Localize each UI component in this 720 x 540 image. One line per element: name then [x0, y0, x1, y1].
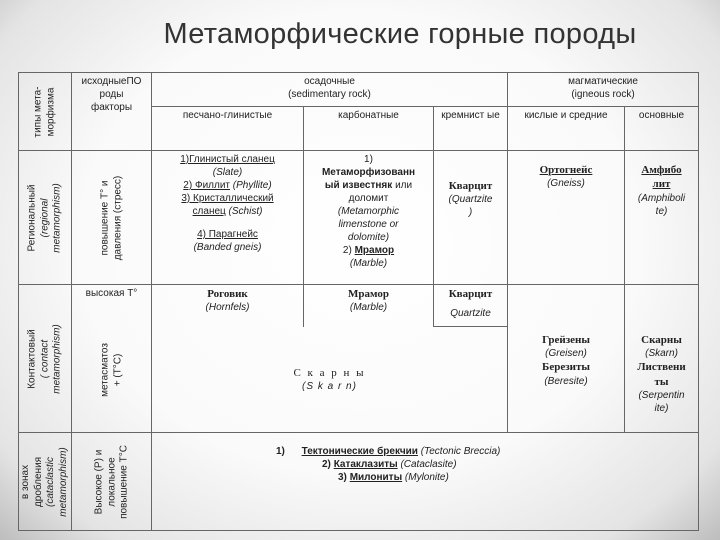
carb-line-3b: или: [395, 180, 413, 191]
regional-type-line-2: (regional: [38, 198, 50, 237]
header-acid-mid: кислые и средние: [508, 107, 625, 151]
breccia-num: 1): [276, 446, 285, 457]
contact-basic: [625, 285, 699, 433]
header-siliceous: кремнист ые: [434, 107, 508, 151]
carb-line-3a: ый известняк: [324, 180, 393, 191]
phyllite-ru: 2) Филлит: [183, 180, 230, 191]
header-types: [19, 73, 72, 151]
contact-factor: [72, 285, 152, 433]
greisen-en: (Greisen): [545, 348, 587, 360]
sedimentary-label: осадочные: [304, 76, 355, 87]
carb-line-4: доломит: [348, 193, 389, 204]
schist-en: (Schist): [228, 206, 263, 217]
hornfels-ru: Роговик: [207, 288, 248, 300]
crushing-type-line-2: дробления: [32, 456, 44, 507]
regional-siliceous: [434, 151, 508, 285]
header-sedimentary: [152, 73, 508, 107]
contact-acid: [508, 285, 625, 433]
marble-en: (Marble): [349, 258, 388, 269]
carb-line-7: dolomite): [347, 232, 390, 243]
skarn-en: (S k a r n): [302, 381, 357, 393]
schist-ru-1: 3) Кристаллический: [181, 193, 274, 204]
regional-type: [19, 151, 72, 285]
igneous-label: магматические: [568, 76, 638, 87]
igneous-en-label: (igneous rock): [571, 89, 635, 100]
marble-ru: Мрамор: [354, 245, 395, 256]
carb-num-1: 1): [364, 154, 373, 165]
contact-factor-line-1: метасматоз: [99, 342, 110, 397]
contact-type-line-2: ( contact: [38, 339, 50, 378]
contact-factor-line-2: + (T°C): [111, 353, 123, 386]
skarn-ru: С к а р н ы: [293, 366, 366, 379]
serpentinite-en-2: ite): [654, 402, 669, 414]
beresite-ru: Березиты: [542, 361, 590, 374]
regional-factor: [72, 151, 152, 285]
crushing-type: [19, 433, 72, 531]
contact-carbonate: [304, 285, 434, 327]
contact-type-line-3: metamorphism): [51, 323, 63, 394]
cataclasite-num: 2): [322, 459, 331, 470]
page-title: Метаморфические горные породы: [163, 18, 637, 50]
contact-type-line-1: Контактовый: [26, 328, 38, 389]
carb-line-2: Метаморфизованн: [321, 167, 416, 178]
crushing-factor: [72, 433, 152, 531]
header-basic: основные: [625, 107, 699, 151]
amphibolite-ru-2: лит: [652, 178, 671, 191]
header-types-label: типы мета-морфизма: [32, 86, 56, 138]
carb-num-2: 2): [342, 245, 352, 256]
crushing-rocks: [152, 433, 699, 531]
crushing-factor-line-1: Высокое (P) и: [92, 449, 104, 514]
listvenite-ru-2: ты: [654, 375, 669, 388]
quartzite-ru: Кварцит: [448, 180, 493, 192]
regional-acid: [508, 151, 625, 285]
header-sand-clay: песчано-глинистые: [152, 107, 304, 151]
contact-skarn: [152, 327, 508, 433]
crushing-factor-line-2: локальное: [105, 456, 117, 507]
regional-factor-line-2: давления (стресс): [111, 175, 123, 260]
mylonite-ru: Милониты: [349, 472, 403, 483]
listvenite-ru-1: Листвени: [637, 361, 686, 374]
regional-type-line-3: metamorphism): [51, 182, 63, 253]
orthogneiss-ru: Ортогнейс: [539, 164, 593, 176]
amphibolite-en-1: (Amphiboli: [637, 192, 686, 204]
carb-line-6: limenstone or: [338, 219, 399, 230]
mylonite-en: (Mylonite): [404, 472, 449, 483]
carb-line-5: (Metamorphic: [337, 206, 400, 217]
crushing-type-line-3: (cataclastic: [45, 456, 56, 507]
contact-quartzite-en: Quartzite: [450, 308, 491, 320]
phyllite-en: (Phyllite): [232, 180, 272, 191]
mylonite-num: 3): [338, 472, 347, 483]
paragneiss-ru: 4) Парагнейс: [197, 229, 258, 240]
hornfels-en: (Hornfels): [205, 302, 250, 314]
cataclasite-en: (Cataclasite): [400, 459, 457, 470]
breccia-ru: Тектонические брекчии: [301, 446, 418, 457]
contact-type: [19, 285, 72, 433]
crushing-type-line-1: в зонах: [20, 464, 31, 499]
regional-factor-line-1: повышение T° и: [99, 180, 110, 255]
regional-carbonate: [304, 151, 434, 285]
greisen-ru: Грейзены: [542, 334, 590, 346]
amphibolite-en-2: te): [655, 205, 668, 217]
breccia-en: (Tectonic Breccia): [420, 446, 501, 457]
contact-marble-ru: Мрамор: [348, 288, 389, 300]
regional-basic: [625, 151, 699, 285]
sedimentary-en-label: (sedimentary rock): [288, 89, 371, 100]
quartzite-en-close: ): [468, 207, 473, 219]
factors-line-2: роды: [99, 89, 124, 100]
schist-ru-2: сланец: [192, 206, 226, 217]
crushing-factor-line-3: повышение T°C: [117, 444, 129, 519]
contact-marble-en: (Marble): [349, 302, 388, 314]
quartzite-en: (Quartzite: [448, 194, 493, 206]
factors-line-1: исходныеПО: [81, 76, 142, 87]
header-carbonate: карбонатные: [304, 107, 434, 151]
contact-quartzite-ru: Кварцит: [448, 288, 493, 300]
regional-sand-clay: [152, 151, 304, 285]
orthogneiss-en: (Gneiss): [547, 178, 585, 190]
crushing-type-line-4: metamorphism): [57, 446, 69, 517]
beresite-en: (Beresite): [544, 375, 588, 387]
header-igneous: [508, 73, 699, 107]
header-factors: [72, 73, 152, 151]
serpentinite-en-1: (Serpentin: [638, 389, 685, 401]
amphibolite-ru-1: Амфибо: [641, 164, 682, 176]
slate-ru: 1)Глинистый сланец: [180, 154, 275, 165]
slate-en: (Slate): [212, 167, 243, 178]
rock-table: [18, 72, 699, 531]
regional-type-line-1: Региональный: [26, 184, 38, 252]
contact-sand-clay: [152, 285, 304, 327]
paragneiss-en: (Banded gneis): [193, 242, 262, 253]
contact-siliceous: [434, 285, 508, 327]
factors-line-3: факторы: [90, 102, 133, 113]
cataclasite-ru: Катаклазиты: [333, 459, 398, 470]
skarn-basic-en: (Skarn): [645, 348, 678, 360]
contact-factor-label: высокая T°: [85, 288, 138, 299]
skarn-basic-ru: Скарны: [641, 334, 682, 346]
